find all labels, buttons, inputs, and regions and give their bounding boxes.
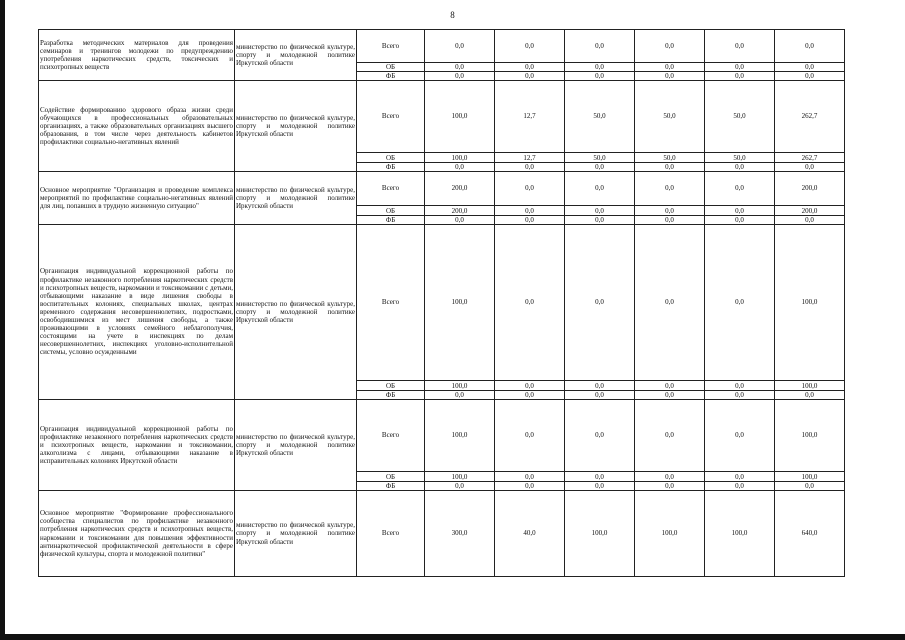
funding-amount: 100,0 [425,225,495,381]
activity-description: Разработка методических материалов для проведения семинаров и тренингов молодежи по предупреждению употребления наркотических средств, токсических и психотропных веществ [39,30,235,81]
funding-amount: 0,0 [635,391,705,400]
funding-amount: 0,0 [565,381,635,391]
funding-amount: 0,0 [565,391,635,400]
funding-source: ФБ [357,72,425,81]
funding-amount: 0,0 [705,216,775,225]
funding-amount: 0,0 [495,482,565,491]
activity-description: Организация индивидуальной коррекционной работы по профилактике незаконного потребления наркотических средств и психотропных веществ, наркомании и токсикомании, алкоголизма с лицами, отбывающими наказание в исправительных колониях Иркутской области [39,400,235,491]
funding-amount: 100,0 [705,491,775,577]
funding-amount: 50,0 [565,153,635,163]
funding-source: ОБ [357,381,425,391]
funding-source: Всего [357,400,425,472]
activity-description: Организация индивидуальной коррекционной работы по профилактике незаконного потребления наркотических средств и психотропных веществ, наркомании и токсикомании с детьми, отбывающими наказание в виде лишения свободы в воспитательных колониях, специальных школах, центрах временного содержания несовершеннолетних, подростками, освободившимися из мест лишения свободы, а также проживающими в условиях семейного неблагополучия, состоящими на учете в инспекциях по делам несовершеннолетних, инспекциях уголовно-исполнительной системы, условно осужденными [39,225,235,400]
funding-amount: 0,0 [495,225,565,381]
funding-amount: 0,0 [635,163,705,172]
funding-amount: 100,0 [775,400,845,472]
funding-source: Всего [357,225,425,381]
funding-amount: 50,0 [565,81,635,153]
funding-amount: 0,0 [495,206,565,216]
activity-description: Содействие формированию здорового образа жизни среди обучающихся в профессиональных образовательных организациях, а также образовательных организациях высшего образования, в том числе через деятельность кабинетов профилактики социально-негативных явлений [39,81,235,172]
funding-source: ОБ [357,153,425,163]
table-row [39,30,845,63]
funding-source: ОБ [357,63,425,72]
funding-amount: 0,0 [425,30,495,63]
funding-amount: 300,0 [425,491,495,577]
funding-amount: 0,0 [495,391,565,400]
funding-source: Всего [357,172,425,206]
funding-amount: 0,0 [495,172,565,206]
funding-amount: 640,0 [775,491,845,577]
funding-source: ФБ [357,216,425,225]
funding-amount: 0,0 [635,400,705,472]
table-row [39,491,845,577]
funding-amount: 100,0 [425,400,495,472]
responsible-executor: министерство по физической культуре, спорту и молодежной политике Иркутской области [235,81,357,172]
funding-amount: 0,0 [425,482,495,491]
funding-source: ФБ [357,163,425,172]
funding-amount: 0,0 [495,63,565,72]
funding-amount: 0,0 [775,163,845,172]
page-number: 8 [450,10,455,20]
funding-amount: 262,7 [775,81,845,153]
funding-amount: 0,0 [495,30,565,63]
funding-amount: 200,0 [775,206,845,216]
funding-source: ОБ [357,472,425,482]
funding-amount: 0,0 [635,172,705,206]
funding-amount: 0,0 [775,63,845,72]
responsible-executor: министерство по физической культуре, спорту и молодежной политике Иркутской области [235,400,357,491]
funding-amount: 100,0 [565,491,635,577]
funding-amount: 0,0 [705,472,775,482]
funding-amount: 0,0 [495,163,565,172]
funding-amount: 0,0 [565,225,635,381]
funding-amount: 0,0 [635,472,705,482]
funding-amount: 0,0 [705,391,775,400]
funding-amount: 0,0 [565,163,635,172]
funding-amount: 0,0 [565,472,635,482]
funding-amount: 0,0 [705,482,775,491]
funding-amount: 0,0 [565,206,635,216]
funding-amount: 50,0 [635,153,705,163]
funding-amount: 0,0 [635,216,705,225]
funding-amount: 0,0 [565,216,635,225]
funding-amount: 100,0 [425,153,495,163]
funding-amount: 0,0 [705,63,775,72]
funding-amount: 0,0 [635,30,705,63]
funding-amount: 12,7 [495,81,565,153]
funding-amount: 0,0 [635,206,705,216]
funding-amount: 0,0 [705,225,775,381]
funding-amount: 100,0 [775,472,845,482]
funding-amount: 0,0 [635,225,705,381]
table-row [39,172,845,206]
funding-amount: 50,0 [705,81,775,153]
funding-amount: 100,0 [775,225,845,381]
funding-source: Всего [357,81,425,153]
funding-amount: 0,0 [565,482,635,491]
funding-amount: 0,0 [565,63,635,72]
funding-amount: 0,0 [565,72,635,81]
program-funding-table [38,29,845,577]
scan-edge-bottom [0,634,905,640]
scan-edge-left [0,0,5,640]
funding-amount: 100,0 [425,472,495,482]
funding-amount: 100,0 [425,381,495,391]
responsible-executor: министерство по физической культуре, спорту и молодежной политике Иркутской области [235,491,357,577]
responsible-executor: министерство по физической культуре, спорту и молодежной политике Иркутской области [235,30,357,81]
funding-amount: 0,0 [635,381,705,391]
funding-source: ОБ [357,206,425,216]
funding-amount: 40,0 [495,491,565,577]
responsible-executor: министерство по физической культуре, спорту и молодежной политике Иркутской области [235,172,357,225]
funding-amount: 0,0 [425,391,495,400]
funding-amount: 0,0 [565,30,635,63]
funding-amount: 262,7 [775,153,845,163]
funding-amount: 0,0 [635,72,705,81]
activity-description: Основное мероприятие "Формирование профессионального сообщества специалистов по профилактике незаконного потребления наркотических средств и психотропных веществ, наркомании и токсикомании для повышения эффективности антинаркотической профилактической деятельности в сфере физической культуры, спорта и молодежной политики" [39,491,235,577]
funding-amount: 12,7 [495,153,565,163]
funding-amount: 0,0 [705,400,775,472]
funding-amount: 0,0 [775,391,845,400]
funding-source: ФБ [357,482,425,491]
funding-amount: 0,0 [705,172,775,206]
funding-amount: 0,0 [565,400,635,472]
funding-amount: 0,0 [775,30,845,63]
funding-amount: 0,0 [705,72,775,81]
funding-amount: 0,0 [705,30,775,63]
funding-amount: 0,0 [495,216,565,225]
table-row [39,81,845,153]
funding-amount: 200,0 [425,172,495,206]
table-row [39,400,845,472]
funding-amount: 50,0 [635,81,705,153]
funding-amount: 0,0 [705,163,775,172]
funding-source: Всего [357,491,425,577]
funding-amount: 100,0 [635,491,705,577]
funding-source: ФБ [357,391,425,400]
funding-amount: 0,0 [635,63,705,72]
funding-amount: 0,0 [425,72,495,81]
funding-amount: 0,0 [495,400,565,472]
funding-amount: 100,0 [775,381,845,391]
funding-amount: 0,0 [425,216,495,225]
table-row [39,225,845,381]
funding-source: Всего [357,30,425,63]
funding-amount: 0,0 [775,482,845,491]
funding-amount: 0,0 [495,381,565,391]
funding-amount: 0,0 [425,163,495,172]
funding-amount: 0,0 [635,482,705,491]
funding-amount: 0,0 [775,72,845,81]
funding-amount: 0,0 [565,172,635,206]
activity-description: Основное мероприятие "Организация и проведение комплекса мероприятий по профилактике социально-негативных явлений для лиц, попавших в трудную жизненную ситуацию" [39,172,235,225]
funding-amount: 0,0 [775,216,845,225]
funding-amount: 50,0 [705,153,775,163]
funding-amount: 0,0 [495,72,565,81]
funding-amount: 0,0 [425,63,495,72]
funding-amount: 0,0 [705,381,775,391]
funding-amount: 200,0 [425,206,495,216]
funding-amount: 200,0 [775,172,845,206]
funding-amount: 0,0 [495,472,565,482]
responsible-executor: министерство по физической культуре, спорту и молодежной политике Иркутской области [235,225,357,400]
funding-amount: 100,0 [425,81,495,153]
funding-amount: 0,0 [705,206,775,216]
